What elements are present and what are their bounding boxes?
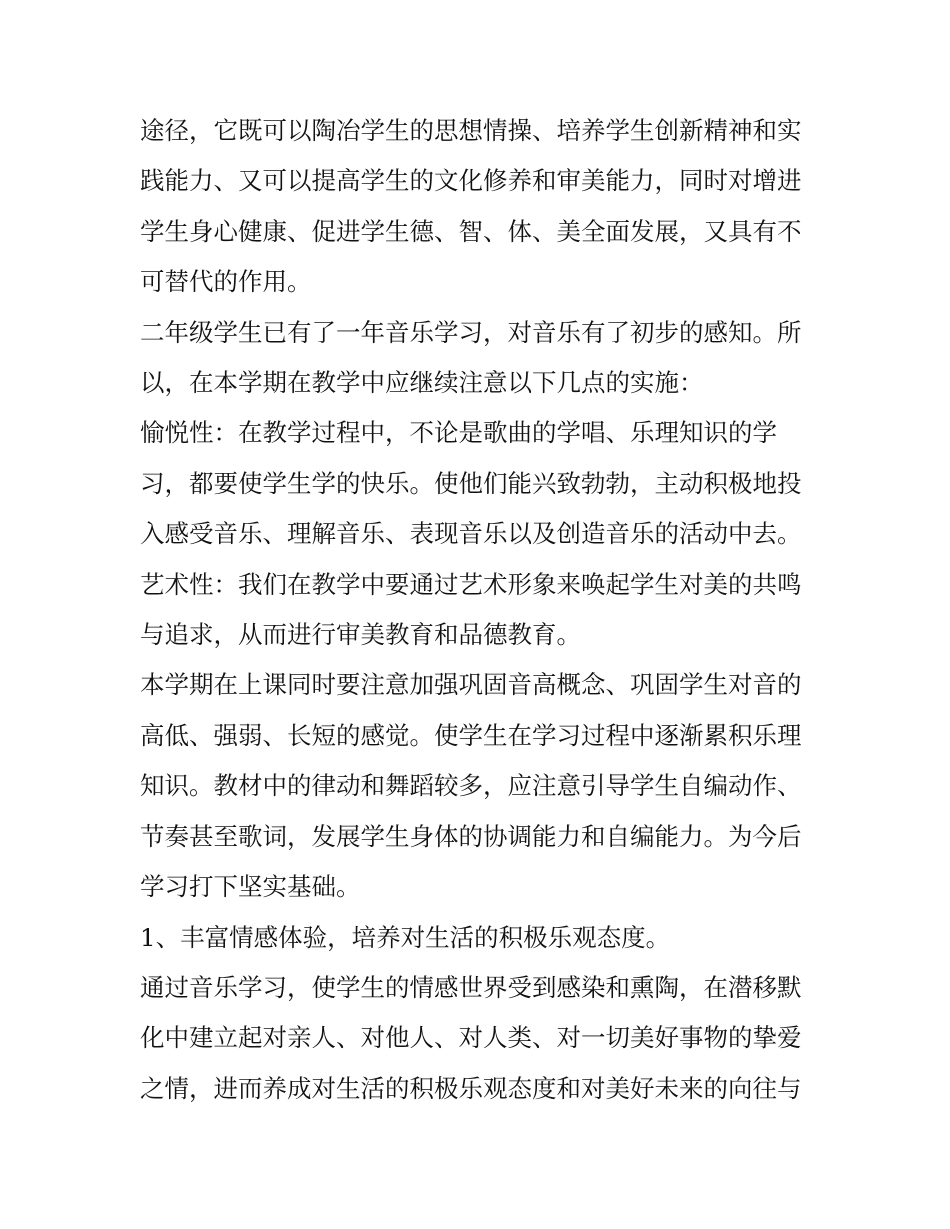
paragraph-3: 愉悦性：在教学过程中，不论是歌曲的学唱、乐理知识的学习，都要使学生学的快乐。使他们能兴致勃勃，主动积极地投入感受音乐、理解音乐、表现音乐以及创造音乐的活动中去。 [140,418,802,549]
paragraph-7: 通过音乐学习，使学生的情感世界受到感染和熏陶，在潜移默化中建立起对亲人、对他人、对人类、对一切美好事物的挚爱之情，进而养成对生活的积极乐观态度和对美好未来的向往与 [140,972,802,1103]
paragraph-6: 1、丰富情感体验，培养对生活的积极乐观态度。 [140,922,671,952]
paragraph-1: 途径，它既可以陶冶学生的思想情操、培养学生创新精神和实践能力、又可以提高学生的文化修养和审美能力，同时对增进学生身心健康、促进学生德、智、体、美全面发展，又具有不可替代的作用。 [140,116,802,297]
document-body [140,106,816,1114]
paragraph-4: 艺术性：我们在教学中要通过艺术形象来唤起学生对美的共鸣与追求，从而进行审美教育和品德教育。 [140,569,802,650]
paragraph-2: 二年级学生已有了一年音乐学习，对音乐有了初步的感知。所以，在本学期在教学中应继续注意以下几点的实施： [140,317,802,398]
paragraph-5: 本学期在上课同时要注意加强巩固音高概念、巩固学生对音的高低、强弱、长短的感觉。使学生在学习过程中逐渐累积乐理知识。教材中的律动和舞蹈较多，应注意引导学生自编动作、节奏甚至歌词，发展学生身体的协调能力和自编能力。为今后学习打下坚实基础。 [140,670,802,902]
